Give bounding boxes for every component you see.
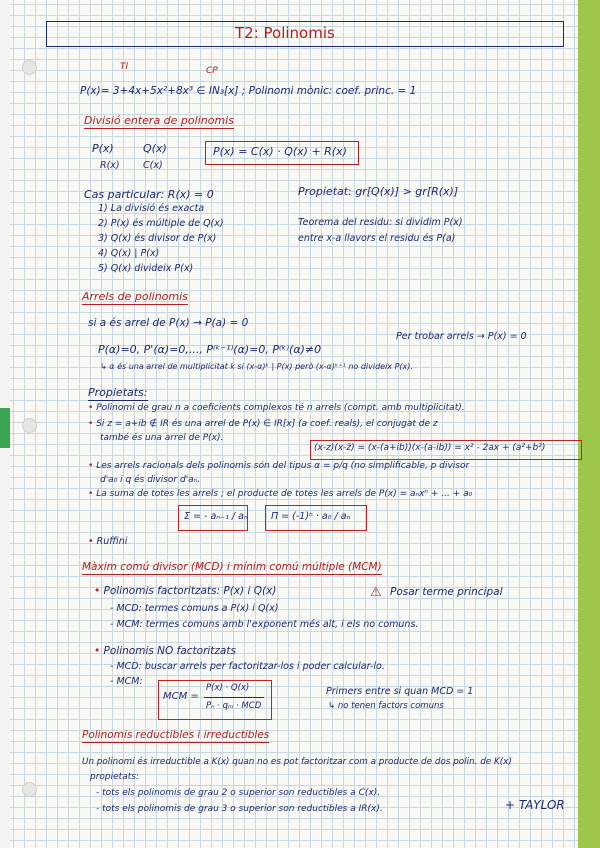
case-item: 3) Q(x) és divisor de P(x): [98, 233, 217, 244]
division-px: P(x): [92, 142, 114, 155]
roots-property-item: • Les arrels racionals dels polinomis són del tipus α = p/q (no simplificable, p divisor: [88, 461, 470, 471]
roots-properties-title: Propietats:: [88, 386, 148, 399]
mcd-warning: Posar terme principal: [390, 586, 503, 598]
roots-property-item: d'a₀ i q és divisor d'aₙ.: [100, 475, 201, 485]
sum-formula: Σ = - aₙ₋₁ / aₙ: [184, 511, 248, 522]
binder-hole: [22, 418, 37, 433]
coprime-definition: Primers entre si quan MCD = 1: [326, 686, 474, 697]
mcd-nf-mcd: - MCD: buscar arrels per factoritzar-los i poder calcular-lo.: [110, 661, 385, 672]
coprime-note: ↳ no tenen factors comuns: [328, 701, 444, 711]
page-title: T2: Polinomis: [235, 24, 335, 42]
case-item: 2) P(x) és múltiple de Q(x): [98, 218, 224, 229]
mcd-factorized-mcm: - MCM: termes comuns amb l'exponent més alt, i els no comuns.: [110, 619, 419, 630]
mcd-not-factorized: • Polinomis NO factoritzats: [94, 645, 236, 657]
mcd-heading: Màxim comú divisor (MCD) i mínim comú múltiple (MCM): [82, 561, 382, 573]
page-margin-strip: [578, 0, 600, 848]
division-qx: Q(x): [143, 142, 167, 155]
reducible-properties: propietats:: [90, 772, 139, 782]
case-item: 5) Q(x) divideix P(x): [98, 263, 194, 274]
warning-icon: ⚠: [370, 585, 382, 600]
division-property: Propietat: gr[Q(x)] > gr[R(x)]: [298, 185, 459, 198]
reducible-item: - tots els polinomis de grau 2 o superior son reductibles a C(x).: [96, 788, 381, 798]
mcd-nf-mcm: - MCM:: [110, 676, 143, 687]
case-item: 4) Q(x) | P(x): [98, 248, 160, 259]
taylor-note: + TAYLOR: [505, 798, 565, 812]
residue-theorem-line1: Teorema del residu: si dividim P(x): [298, 217, 463, 228]
roots-property-item: • Polinomi de grau n a coeficients complexos té n arrels (compt. amb multiplicitat).: [88, 403, 465, 413]
binder-hole: [22, 60, 37, 75]
case-item: 1) La divisió és exacta: [98, 203, 205, 214]
residue-theorem-line2: entre x-a llavors el residu és P(a): [298, 233, 456, 244]
fraction-bar: [204, 697, 264, 698]
roots-property-item: • La suma de totes les arrels ; el producte de totes les arrels de P(x) = aₙxⁿ + ... + a₀: [88, 489, 473, 499]
roots-property-item: també és una arrel de P(x).: [100, 433, 224, 443]
mcd-factorized: • Polinomis factoritzats: P(x) i Q(x): [94, 585, 277, 597]
mcm-formula-numerator: P(x) · Q(x): [206, 683, 250, 693]
mcd-factorized-mcd: - MCD: termes comuns a P(x) i Q(x): [110, 603, 279, 614]
roots-derivatives: P(α)=0, P'(α)=0,..., P⁽ᵏ⁻¹⁾(α)=0, P⁽ᵏ⁾(α)≠0: [98, 343, 322, 356]
division-identity: P(x) = C(x) · Q(x) + R(x): [213, 145, 347, 158]
roots-property-item: • Ruffini: [88, 536, 128, 547]
special-case-title: Cas particular: R(x) = 0: [84, 188, 214, 201]
roots-find: Per trobar arrels → P(x) = 0: [396, 331, 527, 342]
reducible-item: - tots els polinomis de grau 3 o superior son reductibles a IR(x).: [96, 804, 383, 814]
roots-property-item: • Si z = a+ib ∉ IR és una arrel de P(x) ∈ IR[x] (a coef. reals), el conjugat de z: [88, 419, 438, 429]
reducible-heading: Polinomis reductibles i irreductibles: [82, 729, 270, 741]
cp-label: CP: [206, 66, 218, 76]
roots-heading: Arrels de polinomis: [82, 290, 188, 303]
mcm-formula-lhs: MCM =: [163, 691, 199, 702]
division-rx: R(x): [100, 160, 120, 171]
reducible-definition: Un polinomi és irreductible a K(x) quan no es pot factoritzar com a producte de dos polin. de K(x): [82, 757, 512, 767]
mcm-formula-denominator: Pₙ · qₘ · MCD: [206, 701, 262, 711]
intro-expression: P(x)= 3+4x+5x²+8x³ ∈ IN₃[x] ; Polinomi mònic: coef. princ. = 1: [80, 85, 417, 97]
division-cx: C(x): [143, 160, 163, 171]
division-heading: Divisió entera de polinomis: [84, 114, 234, 127]
product-formula: Π = (-1)ⁿ · a₀ / aₙ: [271, 511, 351, 522]
roots-multiplicity: ↳ α és una arrel de multiplicitat k si (x-α)ᵏ | P(x) però (x-α)ᵏ⁺¹ no divideix P(x).: [100, 362, 413, 371]
page-side-tab: [0, 408, 10, 448]
conjugate-identity: (x-z)(x-z̄) = (x-(a+ib))(x-(a-ib)) = x² - 2ax + (a²+b²): [314, 443, 546, 453]
binder-hole: [22, 782, 37, 797]
ti-label: TI: [120, 62, 129, 72]
roots-definition: si a és arrel de P(x) → P(a) = 0: [88, 317, 249, 329]
